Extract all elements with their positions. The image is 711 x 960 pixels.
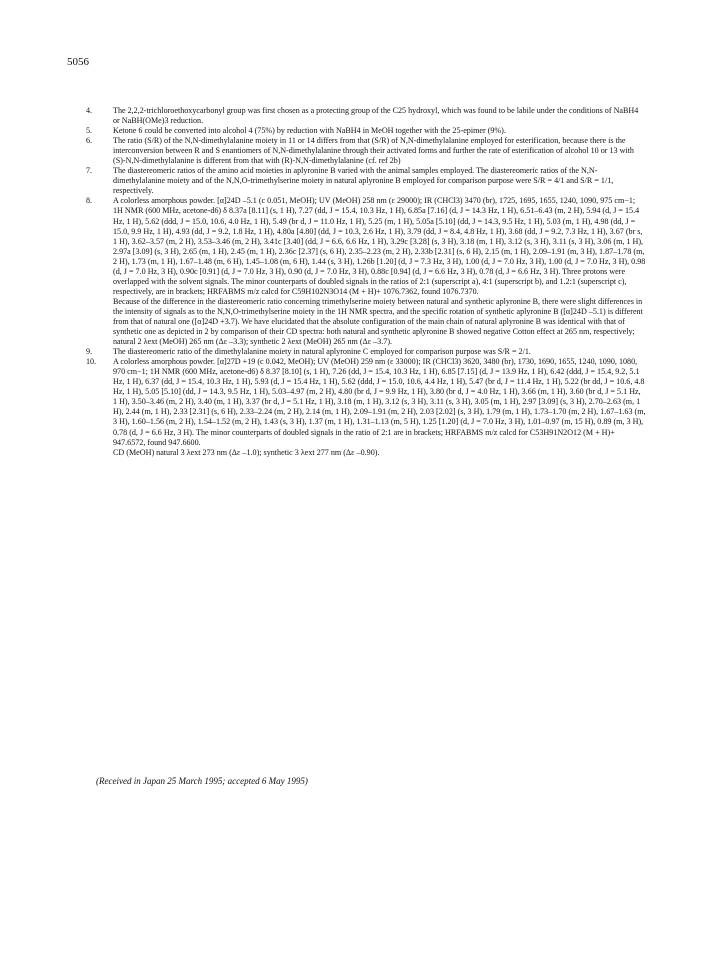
note-4 bbox=[86, 106, 646, 126]
note-text: The ratio (S/R) of the N,N-dimethylalanine moiety in 11 or 14 differs from that (S/R) of N,N-dimethylalanine employed for esterification, because there is the interconversion between R and S enantiomers of N,N-dimethylalanine through their activated forms and further the rate of esterification of alcohol 10 or 13 with (S)-N,N-dimethylalanine is different from that with (R)-N,N-dimethylalanine (cf. ref 2b) bbox=[113, 136, 634, 166]
note-text: The diastereomeric ratios of the amino acid moieties in aplyronine B varied with the animal samples employed. The diastereomeric ratios of the N,N-dimethylalanine moiety and of the N,N,O-trimethylserine moiety in natural aplyronine B employed for comparison purpose were S/R = 4/1 and S/R = 1/1, respectively. bbox=[113, 166, 614, 196]
note-number: 5. bbox=[86, 126, 93, 136]
note-text: Ketone 6 could be converted into alcohol 4 (75%) by reduction with NaBH4 in MeOH together with the 25-epimer (9%). bbox=[113, 126, 506, 136]
note-8-continuation: Because of the difference in the diastereomeric ratio concerning trimethylserine moiety between natural and synthetic aplyronine B, there were slight differences in the intensity of signals as to the N,N,O-trimethylserine moiety in the 1H NMR spectra, and the specific rotation of synthetic aplyronine B ([α]24D –5.1) is different from that of natural one ([α]24D +3.7). We have elucidated that the absolute configuration of the main chain of natural aplyronine B was identical with that of synthetic one as depicted in 2 by comparison of their CD spectra: both natural and synthetic aplyronine B showed negative Cotton effect at 265 nm, respectively; natural 2 λext (MeOH) 265 nm (Δε –3.3); synthetic 2 λext (MeOH) 265 nm (Δε –3.7). bbox=[113, 296, 643, 347]
note-number: 7. bbox=[86, 166, 93, 176]
received-date-line: (Received in Japan 25 March 1995; accepted 6 May 1995) bbox=[96, 776, 308, 786]
note-8 bbox=[86, 196, 646, 296]
note-text: A colorless amorphous powder. [α]24D –5.1 (c 0.051, MeOH); UV (MeOH) 258 nm (ε 29000); IR (CHCl3) 3470 (br), 1725, 1695, 1655, 1240, 1090, 975 cm−1; 1H NMR (600 MHz, acetone-d6) δ 8.37a [8.11] (s, 1 H), 7.27 (dd, J = 15.4, 10.3 Hz, 1 H), 6.85a [7.16] (d, J = 14.3 Hz, 1 H), 6.51–6.43 (m, 2 H), 5.94 (d, J = 15.4 Hz, 1 H), 5.62 (ddd, J = 15.0, 10.6, 4.0 Hz, 1 H), 5.49 (br d, J = 11.0 Hz, 1 H), 5.25 (m, 1 H), 5.05a [5.10] (dd, J = 14.3, 9.5 Hz, 1 H), 5.03 (m, 1 H), 4.98 (dd, J = 15.0, 9.9 Hz, 1 H), 4.93 (dd, J = 9.2, 1.8 Hz, 1 H), 4.80a [4.80] (dd, J = 10.3, 2.6 Hz, 1 H), 3.79 (dd, J = 8.4, 4.8 Hz, 1 H), 3.68 (dd, J = 9.2, 7.3 Hz, 1 H), 3.67 (br s, 1 H), 3.62–3.57 (m, 2 H), 3.53–3.46 (m, 2 H), 3.41c [3.40] (dd, J = 6.6, 6.6 Hz, 1 H), 3.29c [3.28] (s, 3 H), 3.18 (m, 1 H), 3.12 (s, 3 H), 3.11 (s, 3 H), 3.06 (m, 1 H), 2.97a [3.09] (s, 3 H), 2.65 (m, 1 H), 2.45 (m, 1 H), 2.36c [2.37] (s, 6 H), 2.35–2.23 (m, 2 H), 2.33b [2.31] (s, 6 H), 2.15 (m, 1 H), 2.09–1.91 (m, 3 H), 1.87–1.78 (m, 2 H), 1.73 (m, 1 H), 1.67–1.48 (m, 6 H), 1.45–1.08 (m, 6 H), 1.44 (s, 3 H), 1.26b [1.20] (d, J = 7.3 Hz, 3 H), 1.00 (d, J = 7.0 Hz, 3 H), 1.00 (d, J = 7.0 Hz, 3 H), 0.98 (d, J = 7.0 Hz, 3 H), 0.90c [0.91] (d, J = 7.0 Hz, 3 H), 0.90 (d, J = 7.0 Hz, 3 H), 0.88c [0.94] (d, J = 6.6 Hz, 3 H), 0.78 (d, J = 6.6 Hz, 3 H). Three protons were overlapped with the solvent signals. The minor counterparts of doubled signals in the ratios of 2:1 (superscript a), 4:1 (superscript b), and 1.2:1 (superscript c), respectively, are in brackets; HRFABMS m/z calcd for C59H102N3O14 (M + H)+ 1076.7362, found 1076.7370. bbox=[113, 196, 646, 296]
note-number: 6. bbox=[86, 136, 93, 146]
note-7 bbox=[86, 166, 646, 196]
page-number: 5056 bbox=[67, 56, 89, 68]
note-6 bbox=[86, 136, 646, 166]
note-number: 9. bbox=[86, 347, 93, 357]
note-number: 8. bbox=[86, 196, 93, 206]
note-10 bbox=[86, 357, 646, 447]
note-10-continuation: CD (MeOH) natural 3 λext 273 nm (Δε –1.0); synthetic 3 λext 277 nm (Δε –0.90). bbox=[113, 447, 380, 457]
note-text: A colorless amorphous powder. [α]27D +19 (c 0.042, MeOH); UV (MeOH) 259 nm (ε 33000); IR (CHCl3) 3620, 3480 (br), 1730, 1690, 1655, 1240, 1090, 1080, 970 cm−1; 1H NMR (600 MHz, acetone-d6) δ 8.37 [8.10] (s, 1 H), 7.26 (dd, J = 15.4, 10.3 Hz, 1 H), 6.85 [7.15] (d, J = 13.9 Hz, 1 H), 6.42 (ddd, J = 15.4, 9.2, 5.1 Hz, 1 H), 6.37 (dd, J = 15.4, 10.3 Hz, 1 H), 5.93 (d, J = 15.4 Hz, 1 H), 5.62 (ddd, J = 15.0, 10.6, 4.4 Hz, 1 H), 5.47 (br d, J = 11.4 Hz, 1 H), 5.22 (br dd, J = 10.6, 4.8 Hz, 1 H), 5.05 [5.10] (dd, J = 14.3, 9.5 Hz, 1 H), 5.03–4.97 (m, 2 H), 4.80 (br d, J = 9.9 Hz, 1 H), 3.80 (br d, J = 4.0 Hz, 1 H), 3.66 (m, 1 H), 3.60 (br d, J = 5.1 Hz, 1 H), 3.50–3.46 (m, 2 H), 3.40 (m, 1 H), 3.37 (br d, J = 5.1 Hz, 1 H), 3.18 (m, 1 H), 3.12 (s, 3 H), 3.11 (s, 3 H), 3.05 (m, 1 H), 2.97 [3.09] (s, 3 H), 2.70–2.63 (m, 1 H), 2.44 (m, 1 H), 2.33 [2.31] (s, 6 H), 2.33–2.24 (m, 2 H), 2.14 (m, 1 H), 2.09–1.91 (m, 2 H), 2.03 [2.02] (s, 3 H), 1.79 (m, 1 H), 1.73–1.70 (m, 2 H), 1.67–1.63 (m, 3 H), 1.60–1.56 (m, 2 H), 1.54–1.52 (m, 2 H), 1.43 (s, 3 H), 1.37 (m, 1 H), 1.31–1.13 (m, 5 H), 1.25 [1.20] (d, J = 7.0 Hz, 3 H), 1.01–0.97 (m, 15 H), 0.89 (m, 3 H), 0.78 (d, J = 6.6 Hz, 3 H). The minor counterparts of doubled signals in the ratio of 2:1 are in brackets; HRFABMS m/z calcd for C53H91N2O12 (M + H)+ 947.6572, found 947.6600. bbox=[113, 357, 646, 447]
note-text: The diastereomeric ratio of the dimethylalanine moiety in natural aplyronine C employed for comparison purpose was S/R = 2/1. bbox=[113, 347, 531, 357]
note-5 bbox=[86, 126, 646, 136]
note-text: The 2,2,2-trichloroethoxycarbonyl group was first chosen as a protecting group of the C25 hydroxyl, which was found to be labile under the conditions of NaBH4 or NaBH(OMe)3 reduction. bbox=[113, 106, 639, 126]
notes-list bbox=[86, 106, 646, 458]
note-9 bbox=[86, 347, 646, 357]
note-number: 4. bbox=[86, 106, 93, 115]
note-number: 10. bbox=[86, 357, 97, 367]
